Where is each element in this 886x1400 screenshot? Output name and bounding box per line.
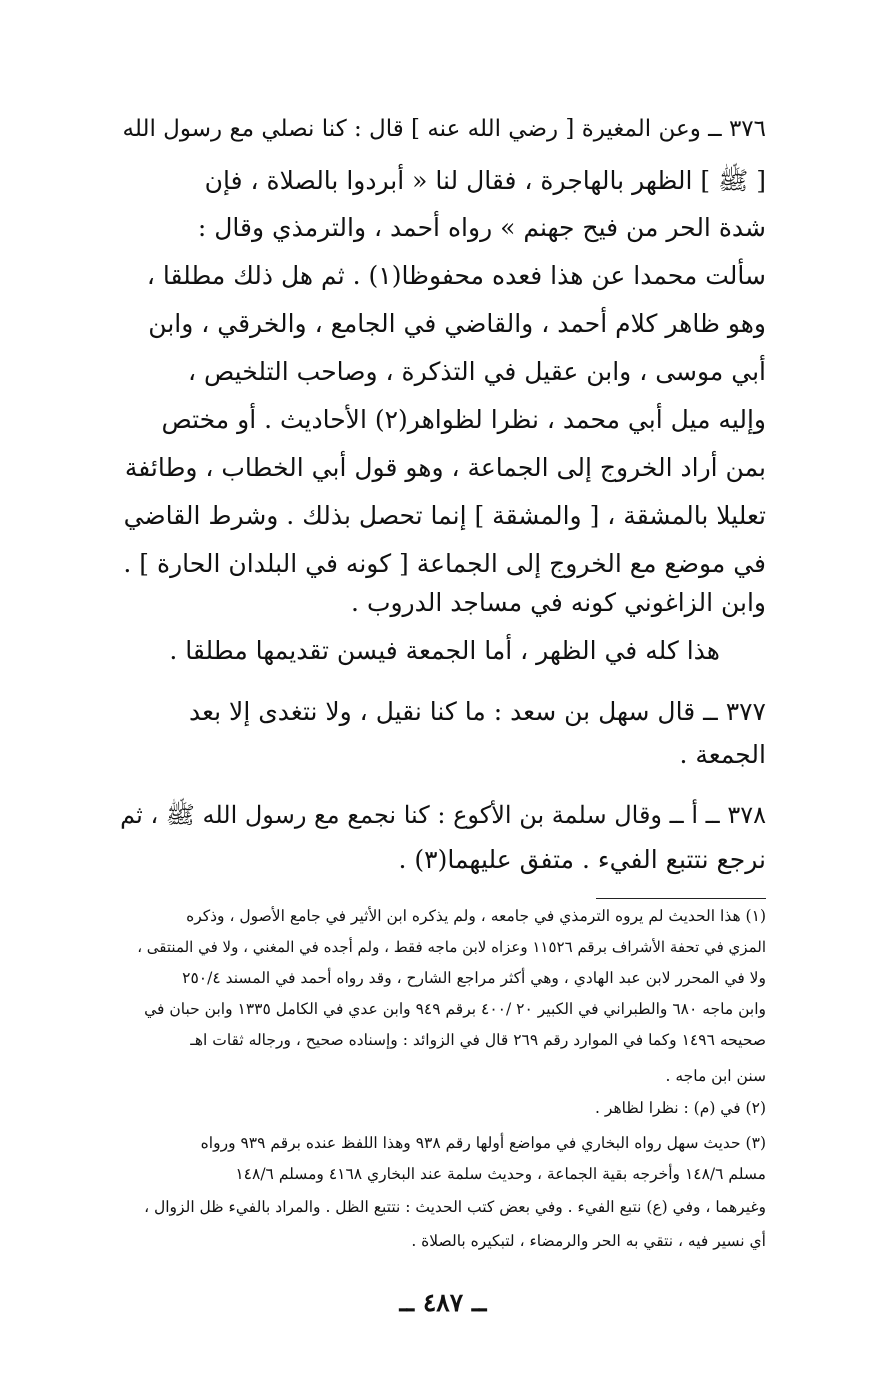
footnote-line-4: وابن ماجه ٦٨٠ والطبراني في الكبير ٢٠ /٤٠٠ برقم ٩٤٩ وابن عدي في الكامل ١٣٣٥ وابن حبان في (144, 1000, 766, 1018)
footnote-line-1: (١) هذا الحديث لم يروه الترمذي في جامعه ، ولم يذكره ابن الأثير في جامع الأصول ، وذكره (186, 907, 766, 925)
main-line-2: [ ﷺ ] الظهر بالهاجرة ، فقال لنا « أبردوا بالصلاة ، فإن (204, 166, 766, 195)
main-line-16: نرجع نتتبع الفيء . متفق عليهما(٣) . (398, 845, 766, 874)
main-line-5: وهو ظاهر كلام أحمد ، والقاضي في الجامع ، والخرقي ، وابن (148, 309, 766, 338)
main-line-3: شدة الحر من فيح جهنم » رواه أحمد ، والترمذي وقال : (197, 213, 766, 242)
main-line-8: بمن أراد الخروج إلى الجماعة ، وهو قول أبي الخطاب ، وطائفة (124, 453, 766, 482)
main-line-12: هذا كله في الظهر ، أما الجمعة فيسن تقديمها مطلقا . (169, 636, 720, 665)
footnote-line-2: المزي في تحفة الأشراف برقم ١١٥٢٦ وعزاه لابن ماجه فقط ، ولم أجده في المغني ، ولا في المنتقى ، (137, 938, 766, 956)
footnote-line-10: وغيرهما ، وفي (ع) نتبع الفيء . وفي بعض كتب الحديث : نتتبع الظل . والمراد بالفيء ظل الزوال ، (144, 1198, 766, 1216)
main-line-6: أبي موسى ، وابن عقيل في التذكرة ، وصاحب التلخيص ، (188, 357, 766, 386)
footnote-line-5: صحيحه ١٤٩٦ وكما في الموارد رقم ٢٦٩ قال في الزوائد : وإسناده صحيح ، ورجاله ثقات اهـ (190, 1031, 766, 1049)
main-line-15: ٣٧٨ ــ أ ــ وقال سلمة بن الأكوع : كنا نجمع مع رسول الله ﷺ ، ثم (120, 801, 766, 829)
main-line-4: سألت محمدا عن هذا فعده محفوظا(١) . ثم هل ذلك مطلقا ، (146, 261, 766, 290)
footnote-line-8: (٣) حديث سهل رواه البخاري في مواضع أولها رقم ٩٣٨ وهذا اللفظ عنده برقم ٩٣٩ ورواه (200, 1134, 766, 1152)
footnote-line-11: أي نسير فيه ، نتقي به الحر والرمضاء ، لتبكيره بالصلاة . (411, 1232, 766, 1250)
main-line-1: ٣٧٦ ــ وعن المغيرة [ رضي الله عنه ] قال : كنا نصلي مع رسول الله (122, 116, 766, 142)
main-line-13: ٣٧٧ ــ قال سهل بن سعد : ما كنا نقيل ، ولا نتغدى إلا بعد (188, 697, 766, 726)
page-number: ــ ٤٨٧ ــ (399, 1288, 487, 1317)
footnote-line-3: ولا في المحرر لابن عبد الهادي ، وهي أكثر مراجع الشارح ، وقد رواه أحمد في المسند ٢٥٠/٤ (182, 969, 766, 987)
main-line-11: وابن الزاغوني كونه في مساجد الدروب . (351, 588, 766, 617)
footnote-line-6: سنن ابن ماجه . (665, 1067, 766, 1085)
main-line-10: في موضع مع الخروج إلى الجماعة [ كونه في البلدان الحارة ] . (123, 549, 766, 578)
footnote-separator (596, 898, 766, 899)
footnote-line-7: (٢) في (م) : نظرا لظاهر . (595, 1099, 766, 1117)
main-line-14: الجمعة . (679, 740, 766, 769)
main-line-7: وإليه ميل أبي محمد ، نظرا لظواهر(٢) الأحاديث . أو مختص (161, 405, 766, 434)
footnote-line-9: مسلم ١٤٨/٦ وأخرجه بقية الجماعة ، وحديث سلمة عند البخاري ٤١٦٨ ومسلم ١٤٨/٦ (235, 1165, 766, 1183)
main-line-9: تعليلا بالمشقة ، [ والمشقة ] إنما تحصل بذلك . وشرط القاضي (123, 501, 766, 530)
